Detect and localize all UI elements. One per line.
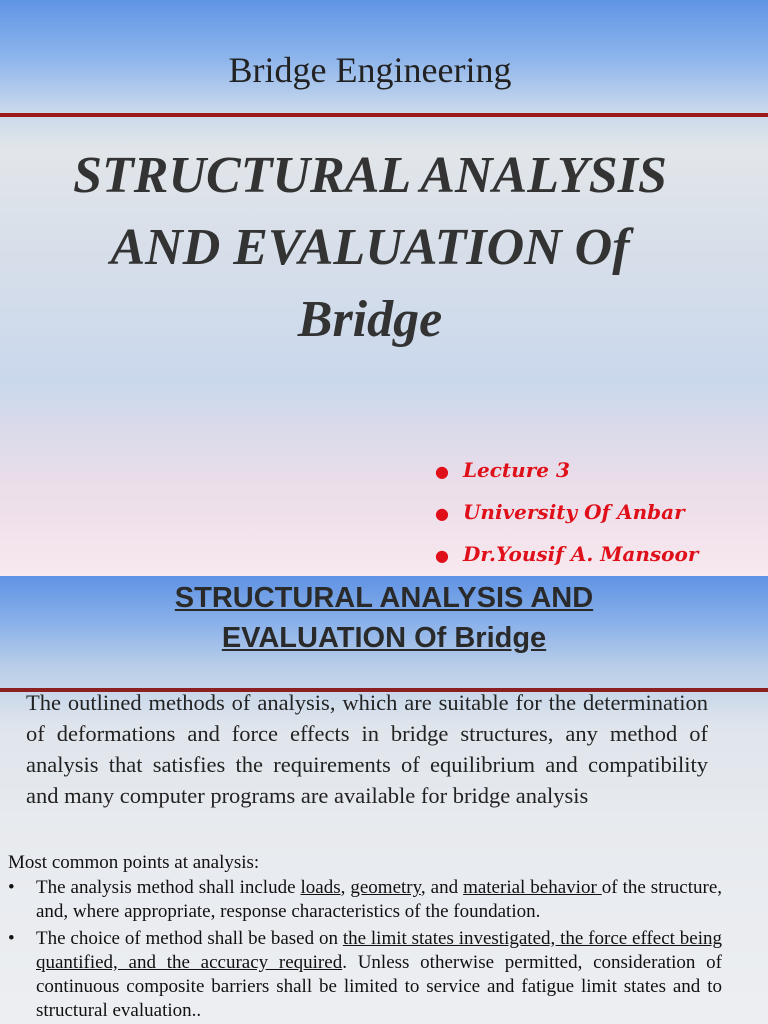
underlined-term: geometry (350, 877, 421, 898)
title-line: AND EVALUATION Of (110, 219, 630, 276)
lecturer-name: Dr.Yousif A. Mansoor (462, 542, 699, 566)
text-run: The choice of method shall be based on (36, 928, 343, 949)
bullet-dot-icon: ● (435, 504, 449, 523)
list-item (8, 876, 722, 924)
list-item (8, 927, 722, 1023)
points-heading: Most common points at analysis: (8, 852, 260, 873)
title-divider (0, 113, 768, 117)
content-slide-title (0, 578, 768, 658)
title-line: STRUCTURAL ANALYSIS AND (174, 582, 594, 614)
lecture-number: Lecture 3 (462, 458, 570, 482)
bullet-dot-icon: ● (435, 462, 449, 481)
text-run: . Unless otherwise permitted, consideration of continuous composite barriers shall be limited to service and fatigue limit states and to structural evaluation.. (36, 952, 722, 1021)
title-line: Bridge (297, 291, 443, 348)
lecture-info-item (435, 536, 755, 576)
text-run: of the structure, and, where appropriate, response characteristics of the foundation. (36, 877, 723, 922)
text-run: , and (420, 877, 464, 898)
lecture-info-list (435, 452, 755, 576)
title-line: STRUCTURAL ANALYSIS (73, 147, 667, 204)
lecture-info-item (435, 452, 755, 494)
university-name: University Of Anbar (462, 500, 685, 524)
course-subject: Bridge Engineering (228, 50, 512, 90)
bullet-dot-icon: ● (435, 546, 449, 565)
text-run: , (340, 877, 351, 898)
content-slide (0, 576, 768, 1024)
underlined-term: the limit states investigated, the force effect being quantified, and the accuracy required (36, 928, 722, 973)
bullet-icon: • (8, 928, 15, 949)
analysis-points-list (8, 876, 722, 1023)
slide-title (0, 140, 740, 356)
underlined-term: loads (300, 877, 341, 898)
intro-paragraph: The outlined methods of analysis, which are suitable for the determination of deformations and force effects in bridge structures, any method of analysis that satisfies the requirements of equilibrium and compatibility and many computer programs are available for bridge analysis (26, 690, 708, 808)
underlined-term: material behavior (463, 877, 602, 898)
bullet-icon: • (8, 877, 15, 898)
lecture-info-item (435, 494, 755, 536)
text-run: The analysis method shall include (36, 877, 301, 898)
title-line: EVALUATION Of Bridge (221, 622, 547, 654)
